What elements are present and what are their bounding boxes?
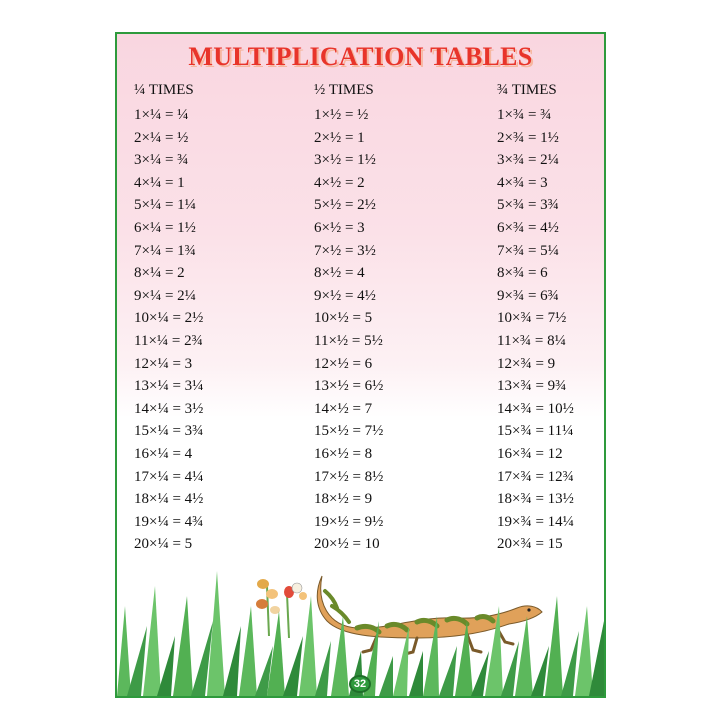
table-row: 19×¾ = 14¼: [497, 513, 574, 530]
table-row: 12×¼ = 3: [134, 355, 193, 372]
table-row: 18×¾ = 13½: [497, 491, 574, 508]
table-row: 10×¼ = 2½: [134, 310, 204, 327]
table-row: 8×½ = 4: [314, 265, 365, 282]
table-row: 19×¼ = 4¾: [134, 513, 204, 530]
table-row: 2×¾ = 1½: [497, 129, 559, 146]
table-row: 17×½ = 8½: [314, 468, 384, 485]
table-row: 3×½ = 1½: [314, 152, 376, 169]
table-row: 15×¼ = 3¾: [134, 423, 204, 440]
page-title: MULTIPLICATION TABLES: [188, 42, 533, 71]
table-row: 5×¾ = 3¾: [497, 197, 559, 214]
table-row: 5×¼ = 1¼: [134, 197, 196, 214]
page-number-badge: 32: [349, 675, 371, 693]
table-row: 14×¾ = 10½: [497, 400, 574, 417]
table-row: 7×½ = 3½: [314, 242, 376, 259]
half-times-column: [314, 80, 383, 556]
table-row: 4×½ = 2: [314, 174, 365, 191]
workbook-page: [115, 32, 606, 698]
table-row: 17×¾ = 12¾: [497, 468, 574, 485]
table-row: 11×½ = 5½: [314, 332, 383, 349]
table-row: 5×½ = 2½: [314, 197, 376, 214]
column-heading: ¼ TIMES: [134, 82, 194, 98]
table-row: 16×½ = 8: [314, 445, 373, 462]
table-row: 1×½ = ½: [314, 107, 369, 123]
table-row: 14×½ = 7: [314, 400, 373, 417]
table-row: 19×½ = 9½: [314, 513, 384, 530]
table-row: 3×¼ = ¾: [134, 152, 189, 169]
three-quarter-times-column: [497, 80, 574, 556]
table-row: 20×¼ = 5: [134, 536, 193, 553]
table-row: 1×¼ = ¼: [134, 107, 189, 123]
table-row: 18×½ = 9: [314, 491, 373, 508]
table-row: 1×¾ = ¾: [497, 107, 552, 123]
table-row: 9×¼ = 2¼: [134, 287, 196, 304]
table-row: 4×¾ = 3: [497, 174, 548, 191]
table-row: 9×¾ = 6¾: [497, 287, 559, 304]
table-row: 10×¾ = 7½: [497, 310, 567, 327]
table-row: 13×½ = 6½: [314, 378, 384, 395]
table-row: 12×¾ = 9: [497, 355, 556, 372]
table-row: 2×½ = 1: [314, 129, 365, 146]
flower-icon: [256, 579, 307, 638]
column-heading: ¾ TIMES: [497, 82, 557, 98]
table-row: 18×¼ = 4½: [134, 491, 204, 508]
table-row: 7×¾ = 5¼: [497, 242, 559, 259]
table-row: 12×½ = 6: [314, 355, 373, 372]
table-row: 17×¼ = 4¼: [134, 468, 204, 485]
table-row: 16×¼ = 4: [134, 445, 193, 462]
quarter-times-column: [134, 80, 203, 556]
table-row: 10×½ = 5: [314, 310, 373, 327]
table-row: 8×¼ = 2: [134, 265, 185, 282]
table-row: 15×½ = 7½: [314, 423, 384, 440]
table-row: 6×¾ = 4½: [497, 219, 559, 236]
column-heading: ½ TIMES: [314, 82, 374, 98]
table-row: 3×¾ = 2¼: [497, 152, 559, 169]
table-row: 6×½ = 3: [314, 219, 365, 236]
lizard-icon: [317, 576, 542, 654]
table-row: 4×¼ = 1: [134, 174, 185, 191]
table-row: 11×¼ = 2¾: [134, 332, 203, 349]
table-row: 20×½ = 10: [314, 536, 380, 553]
table-row: 13×¼ = 3¼: [134, 378, 204, 395]
table-row: 8×¾ = 6: [497, 265, 548, 282]
table-row: 9×½ = 4½: [314, 287, 376, 304]
table-row: 2×¼ = ½: [134, 129, 189, 146]
table-row: 7×¼ = 1¾: [134, 242, 196, 259]
table-row: 14×¼ = 3½: [134, 400, 204, 417]
table-row: 13×¾ = 9¾: [497, 378, 567, 395]
table-row: 15×¾ = 11¼: [497, 423, 574, 440]
table-row: 20×¾ = 15: [497, 536, 563, 553]
table-row: 16×¾ = 12: [497, 445, 563, 462]
table-row: 6×¼ = 1½: [134, 219, 196, 236]
table-row: 11×¾ = 8¼: [497, 332, 566, 349]
